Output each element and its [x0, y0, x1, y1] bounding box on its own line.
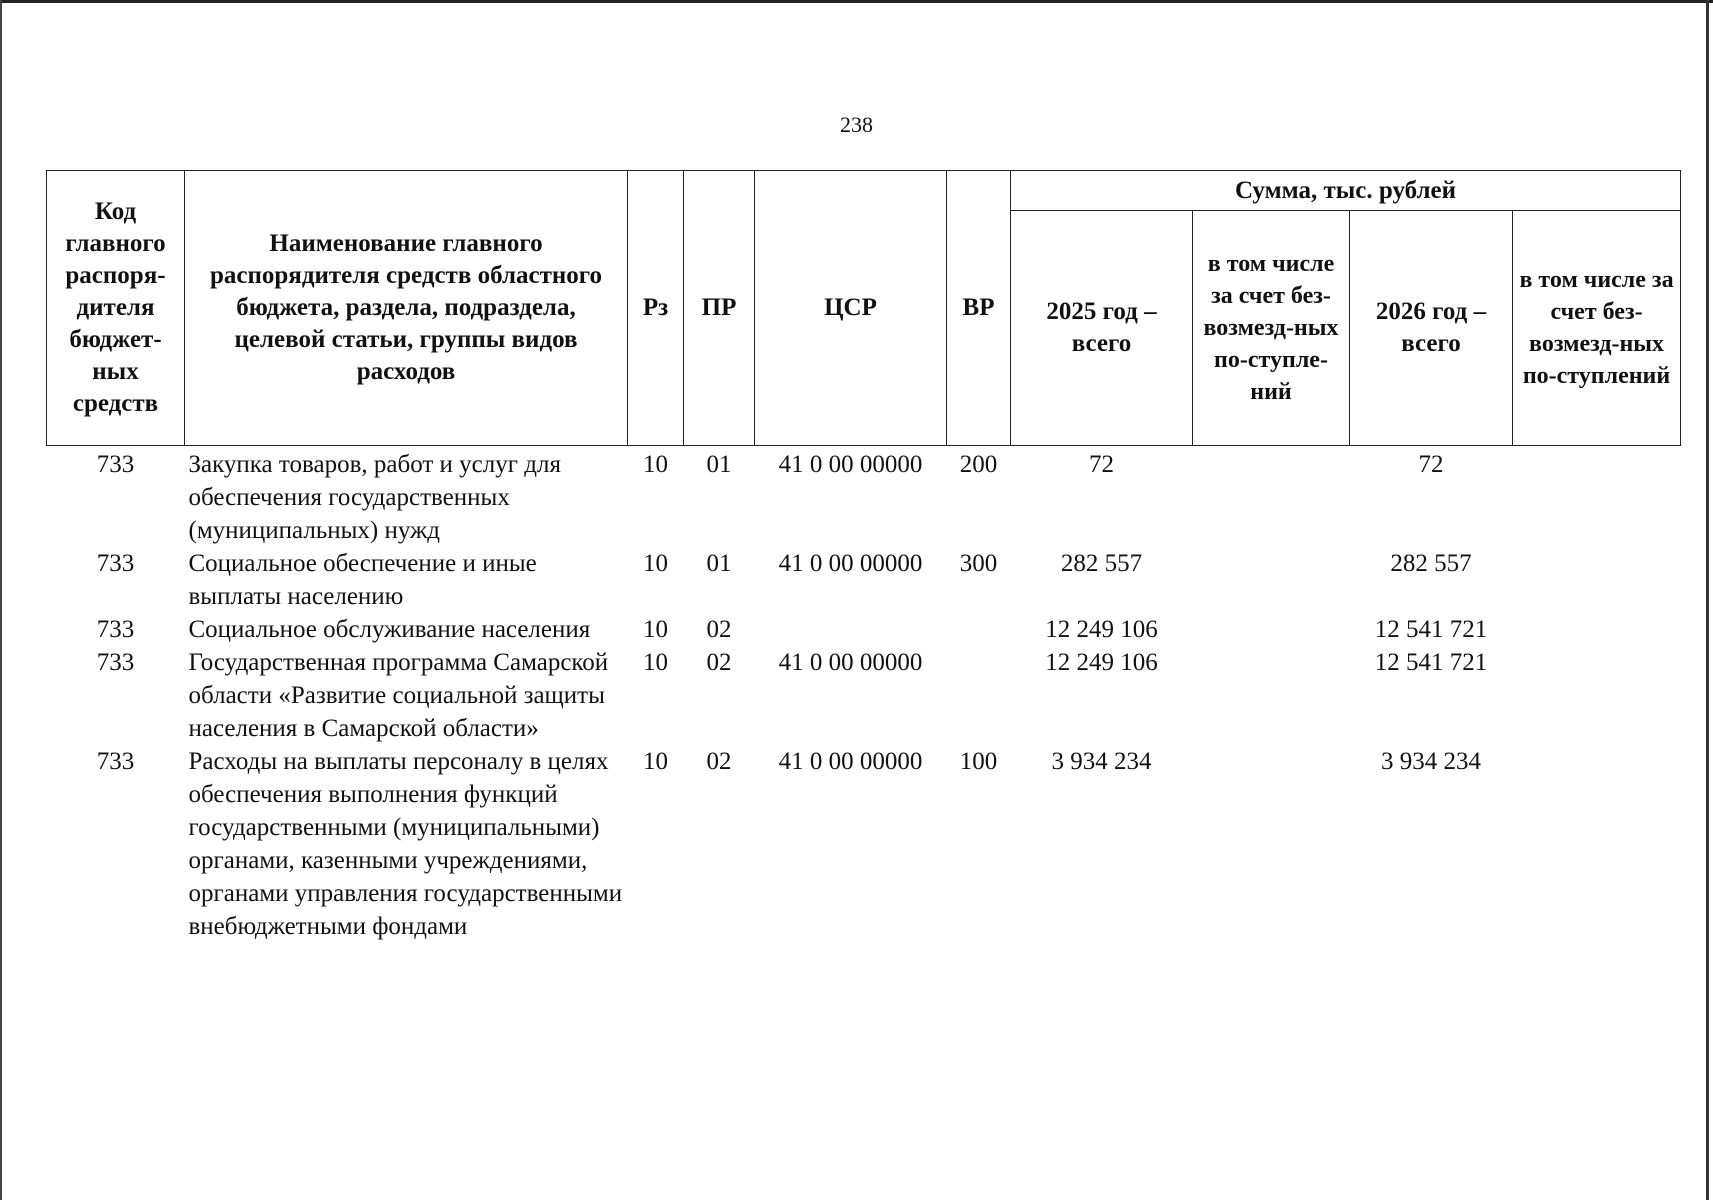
- cell-2026-total: 282 557: [1390, 550, 1472, 577]
- cell-code: 733: [96, 616, 135, 643]
- header-rz: Рз: [628, 171, 684, 446]
- cell-vr: 300: [959, 550, 998, 577]
- cell-vr: [947, 613, 1011, 646]
- table-header: [47, 171, 1681, 446]
- page-number: 238: [840, 112, 873, 137]
- cell-2026-grants: [1513, 613, 1681, 646]
- cell-vr: 100: [959, 748, 998, 775]
- cell-code: 733: [96, 649, 135, 676]
- cell-code: 733: [96, 550, 135, 577]
- header-2026-grants: в том числе за счет без-возмезд-ных по-ступлений: [1513, 211, 1681, 446]
- cell-2025-grants: [1193, 646, 1350, 745]
- cell-pr: 02: [706, 748, 732, 775]
- scan-edge-right: [1706, 0, 1709, 1200]
- table-row: [47, 646, 1681, 745]
- cell-csr: 41 0 00 00000: [778, 649, 923, 676]
- budget-table: [46, 170, 1681, 943]
- cell-name: Расходы на выплаты персоналу в целях обеспечения выполнения функций государственными (муниципальными) органами, казенными учреждениями, органами управления государственными внебюджетными фондами: [188, 748, 623, 940]
- cell-csr: 41 0 00 00000: [778, 550, 923, 577]
- cell-2025-total: 72: [1089, 451, 1114, 478]
- cell-code: 733: [96, 451, 135, 478]
- header-2025-grants: в том числе за счет без-возмезд-ных по-ступле-ний: [1193, 211, 1350, 446]
- scan-edge-top: [0, 0, 1713, 3]
- cell-2026-total: 12 541 721: [1374, 616, 1488, 643]
- cell-rz: 10: [643, 616, 668, 643]
- cell-2025-total: 12 249 106: [1045, 616, 1158, 643]
- cell-pr: 01: [706, 550, 732, 577]
- header-csr: ЦСР: [755, 171, 947, 446]
- header-pr: ПР: [684, 171, 755, 446]
- header-2025-total: 2025 год – всего: [1011, 211, 1193, 446]
- cell-2026-total: 72: [1418, 451, 1444, 478]
- cell-name: Социальное обеспечение и иные выплаты населению: [188, 550, 537, 610]
- cell-2025-total: 3 934 234: [1051, 748, 1152, 775]
- cell-2025-grants: [1193, 446, 1350, 548]
- cell-2025-grants: [1193, 745, 1350, 943]
- cell-2026-grants: [1513, 446, 1681, 548]
- cell-vr: 200: [959, 451, 998, 478]
- cell-csr: 41 0 00 00000: [778, 451, 923, 478]
- cell-2025-total: 282 557: [1060, 550, 1143, 577]
- table-row: [47, 745, 1681, 943]
- cell-name: Государственная программа Самарской области «Развитие социальной защиты населения в Самарской области»: [188, 649, 609, 742]
- cell-2025-grants: [1193, 613, 1350, 646]
- cell-code: 733: [96, 748, 135, 775]
- cell-2026-total: 12 541 721: [1374, 649, 1488, 676]
- cell-csr: [755, 613, 947, 646]
- header-row-1: [47, 171, 1681, 211]
- cell-vr: [947, 646, 1011, 745]
- header-vr: ВР: [947, 171, 1011, 446]
- table-row: [47, 446, 1681, 548]
- cell-2026-grants: [1513, 646, 1681, 745]
- header-code: Код главного распоря-дителя бюджет-ных средств: [47, 171, 185, 446]
- cell-2025-total: 12 249 106: [1045, 649, 1158, 676]
- cell-name: Социальное обслуживание населения: [188, 616, 591, 643]
- cell-rz: 10: [643, 451, 668, 478]
- header-sum-group: Сумма, тыс. рублей: [1011, 171, 1681, 211]
- table-body: [47, 446, 1681, 944]
- header-2026-total: 2026 год – всего: [1350, 211, 1513, 446]
- table-row: [47, 613, 1681, 646]
- scan-edge-left: [0, 0, 2, 1200]
- cell-pr: 02: [706, 616, 732, 643]
- cell-name: Закупка товаров, работ и услуг для обеспечения государственных (муниципальных) нужд: [188, 451, 561, 544]
- cell-2025-grants: [1193, 547, 1350, 613]
- cell-2026-total: 3 934 234: [1381, 748, 1481, 775]
- cell-2026-grants: [1513, 547, 1681, 613]
- cell-rz: 10: [643, 550, 668, 577]
- cell-rz: 10: [643, 748, 668, 775]
- table-row: [47, 547, 1681, 613]
- cell-pr: 01: [706, 451, 732, 478]
- cell-rz: 10: [643, 649, 668, 676]
- cell-2026-grants: [1513, 745, 1681, 943]
- cell-pr: 02: [706, 649, 732, 676]
- cell-csr: 41 0 00 00000: [778, 748, 923, 775]
- header-name: Наименование главного распорядителя средств областного бюджета, раздела, подраздела, целевой статьи, группы видов расходов: [185, 171, 628, 446]
